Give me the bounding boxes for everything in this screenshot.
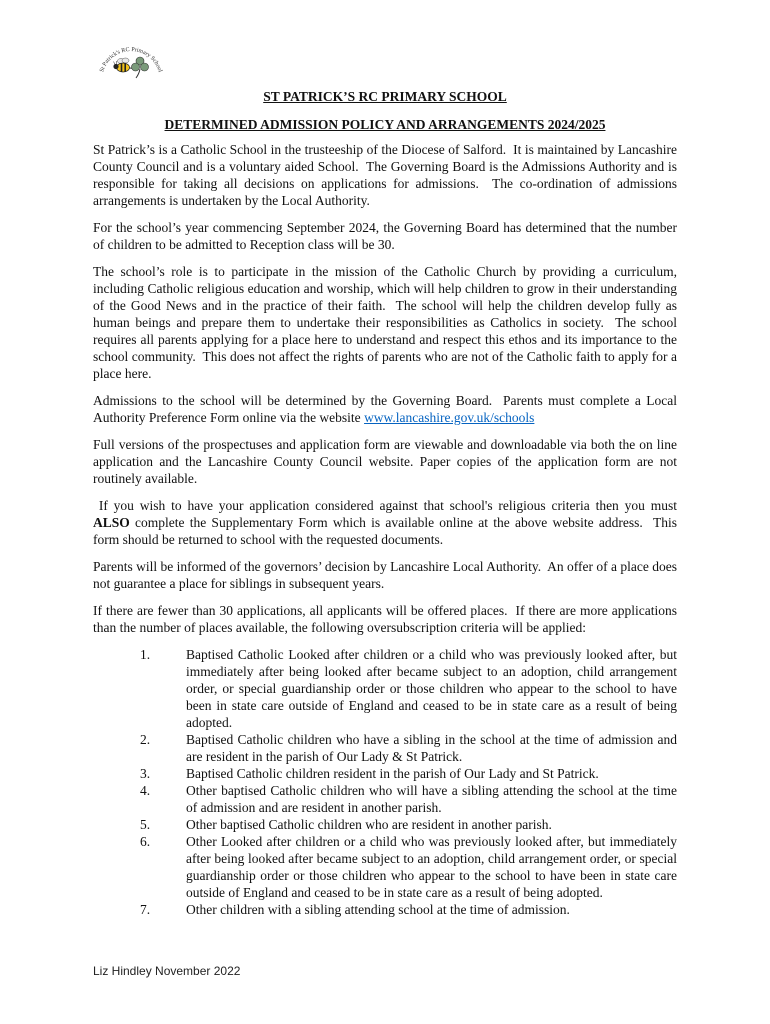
supplementary-text-before: If you wish to have your application considered against that school's religious criteria then you must — [93, 498, 681, 513]
ethos-paragraph — [93, 263, 681, 382]
intake-paragraph — [93, 219, 681, 253]
criterion-number: 7. — [140, 902, 151, 917]
criterion-item — [93, 646, 681, 731]
prospectus-text: Full versions of the prospectuses and application form are viewable and downloadable via both the on line application and the Lancashire County Council website. Paper copies of the application form are not routinely available. — [93, 437, 681, 486]
criterion-item — [93, 765, 677, 782]
school-logo — [94, 42, 170, 84]
criterion-text: Baptised Catholic Looked after children or a child who was previously looked after, but immediately after being looked after became subject to an adoption, child arrangement order, or special guardianship order or those children who appear to the school to have been in state care outside of England and ceased to be in state care as a result of being adopted. — [186, 647, 681, 730]
criterion-item — [93, 901, 677, 918]
criterion-text: Baptised Catholic children resident in the parish of Our Lady and St Patrick. — [186, 766, 599, 781]
criterion-number: 3. — [140, 766, 151, 781]
intake-text: For the school’s year commencing September 2024, the Governing Board has determined that the number of children to be admitted to Reception class will be 30. — [93, 220, 681, 252]
school-name-heading: ST PATRICK’S RC PRIMARY SCHOOL — [263, 89, 507, 104]
intro-text: St Patrick’s is a Catholic School in the trusteeship of the Diocese of Salford. It is maintained by Lancashire County Council and is a voluntary aided School. The Governing Board is the Admissions Authority and is responsible for taking all decisions on applications for admissions. The co-ordination of admissions arrangements is undertaken by the Local Authority. — [93, 142, 681, 208]
decision-paragraph — [93, 558, 681, 592]
oversubscription-paragraph — [93, 602, 681, 636]
logo-ring-text — [99, 47, 163, 73]
supplementary-paragraph — [93, 497, 681, 548]
intro-paragraph — [93, 141, 681, 209]
admissions-paragraph — [93, 392, 680, 426]
admissions-text: Admissions to the school will be determined by the Governing Board. Parents must complete a Local Authority Preference Form online via the website — [93, 393, 680, 425]
criterion-text: Other Looked after children or a child who was previously looked after, but immediately after being looked after became subject to an adoption, child arrangement order, or special guardianship order or those children who appear to the school to have been in state care outside of England and ceased to be in state care as a result of being adopted. — [186, 834, 681, 900]
oversubscription-text: If there are fewer than 30 applications, all applicants will be offered places. If there are more applications than the number of places available, the following oversubscription criteria will be applied: — [93, 603, 681, 635]
criterion-item — [93, 731, 681, 765]
shamrock-icon — [132, 57, 149, 78]
criterion-item — [93, 833, 681, 901]
criterion-number: 1. — [140, 647, 151, 662]
criterion-number: 5. — [140, 817, 151, 832]
logo-text: St Patrick's RC Primary School — [99, 46, 163, 74]
policy-title-heading: DETERMINED ADMISSION POLICY AND ARRANGEMENTS 2024/2025 — [164, 117, 606, 132]
prospectus-paragraph — [93, 436, 681, 487]
criterion-text: Baptised Catholic children who have a sibling in the school at the time of admission and are resident in the parish of Our Lady & St Patrick. — [186, 732, 681, 764]
also-emphasis: ALSO — [93, 515, 130, 530]
oversubscription-criteria-list — [93, 646, 681, 918]
criterion-number: 2. — [140, 732, 151, 747]
criterion-number: 4. — [140, 783, 151, 798]
bee-icon — [113, 58, 131, 72]
criterion-text: Other children with a sibling attending school at the time of admission. — [186, 902, 570, 917]
decision-text: Parents will be informed of the governors’ decision by Lancashire Local Authority. An offer of a place does not guarantee a place for siblings in subsequent years. — [93, 559, 681, 591]
ethos-text: The school’s role is to participate in the mission of the Catholic Church by providing a curriculum, including Catholic religious education and worship, which will help children to grow in their understanding of the Good News and in the practice of their faith. The school will help the children develop fully as human beings and prepare them to undertake their responsibilities as Catholics in society. The school requires all parents applying for a place here to understand and respect this ethos and its importance to the school community. This does not affect the rights of parents who are not of the Catholic faith to apply for a place here. — [93, 264, 681, 381]
criterion-text: Other baptised Catholic children who will have a sibling attending the school at the time of admission and are resident in another parish. — [186, 783, 681, 815]
lancashire-schools-link[interactable]: www.lancashire.gov.uk/schools — [364, 410, 535, 425]
criterion-text: Other baptised Catholic children who are resident in another parish. — [186, 817, 552, 832]
supplementary-text-after: complete the Supplementary Form which is available online at the above website address. This form should be returned to school with the requested documents. — [93, 515, 681, 547]
criterion-item — [93, 782, 681, 816]
criterion-item — [93, 816, 677, 833]
criterion-number: 6. — [140, 834, 151, 849]
footer-author-date: Liz Hindley November 2022 — [93, 964, 241, 978]
document-body — [93, 88, 681, 918]
